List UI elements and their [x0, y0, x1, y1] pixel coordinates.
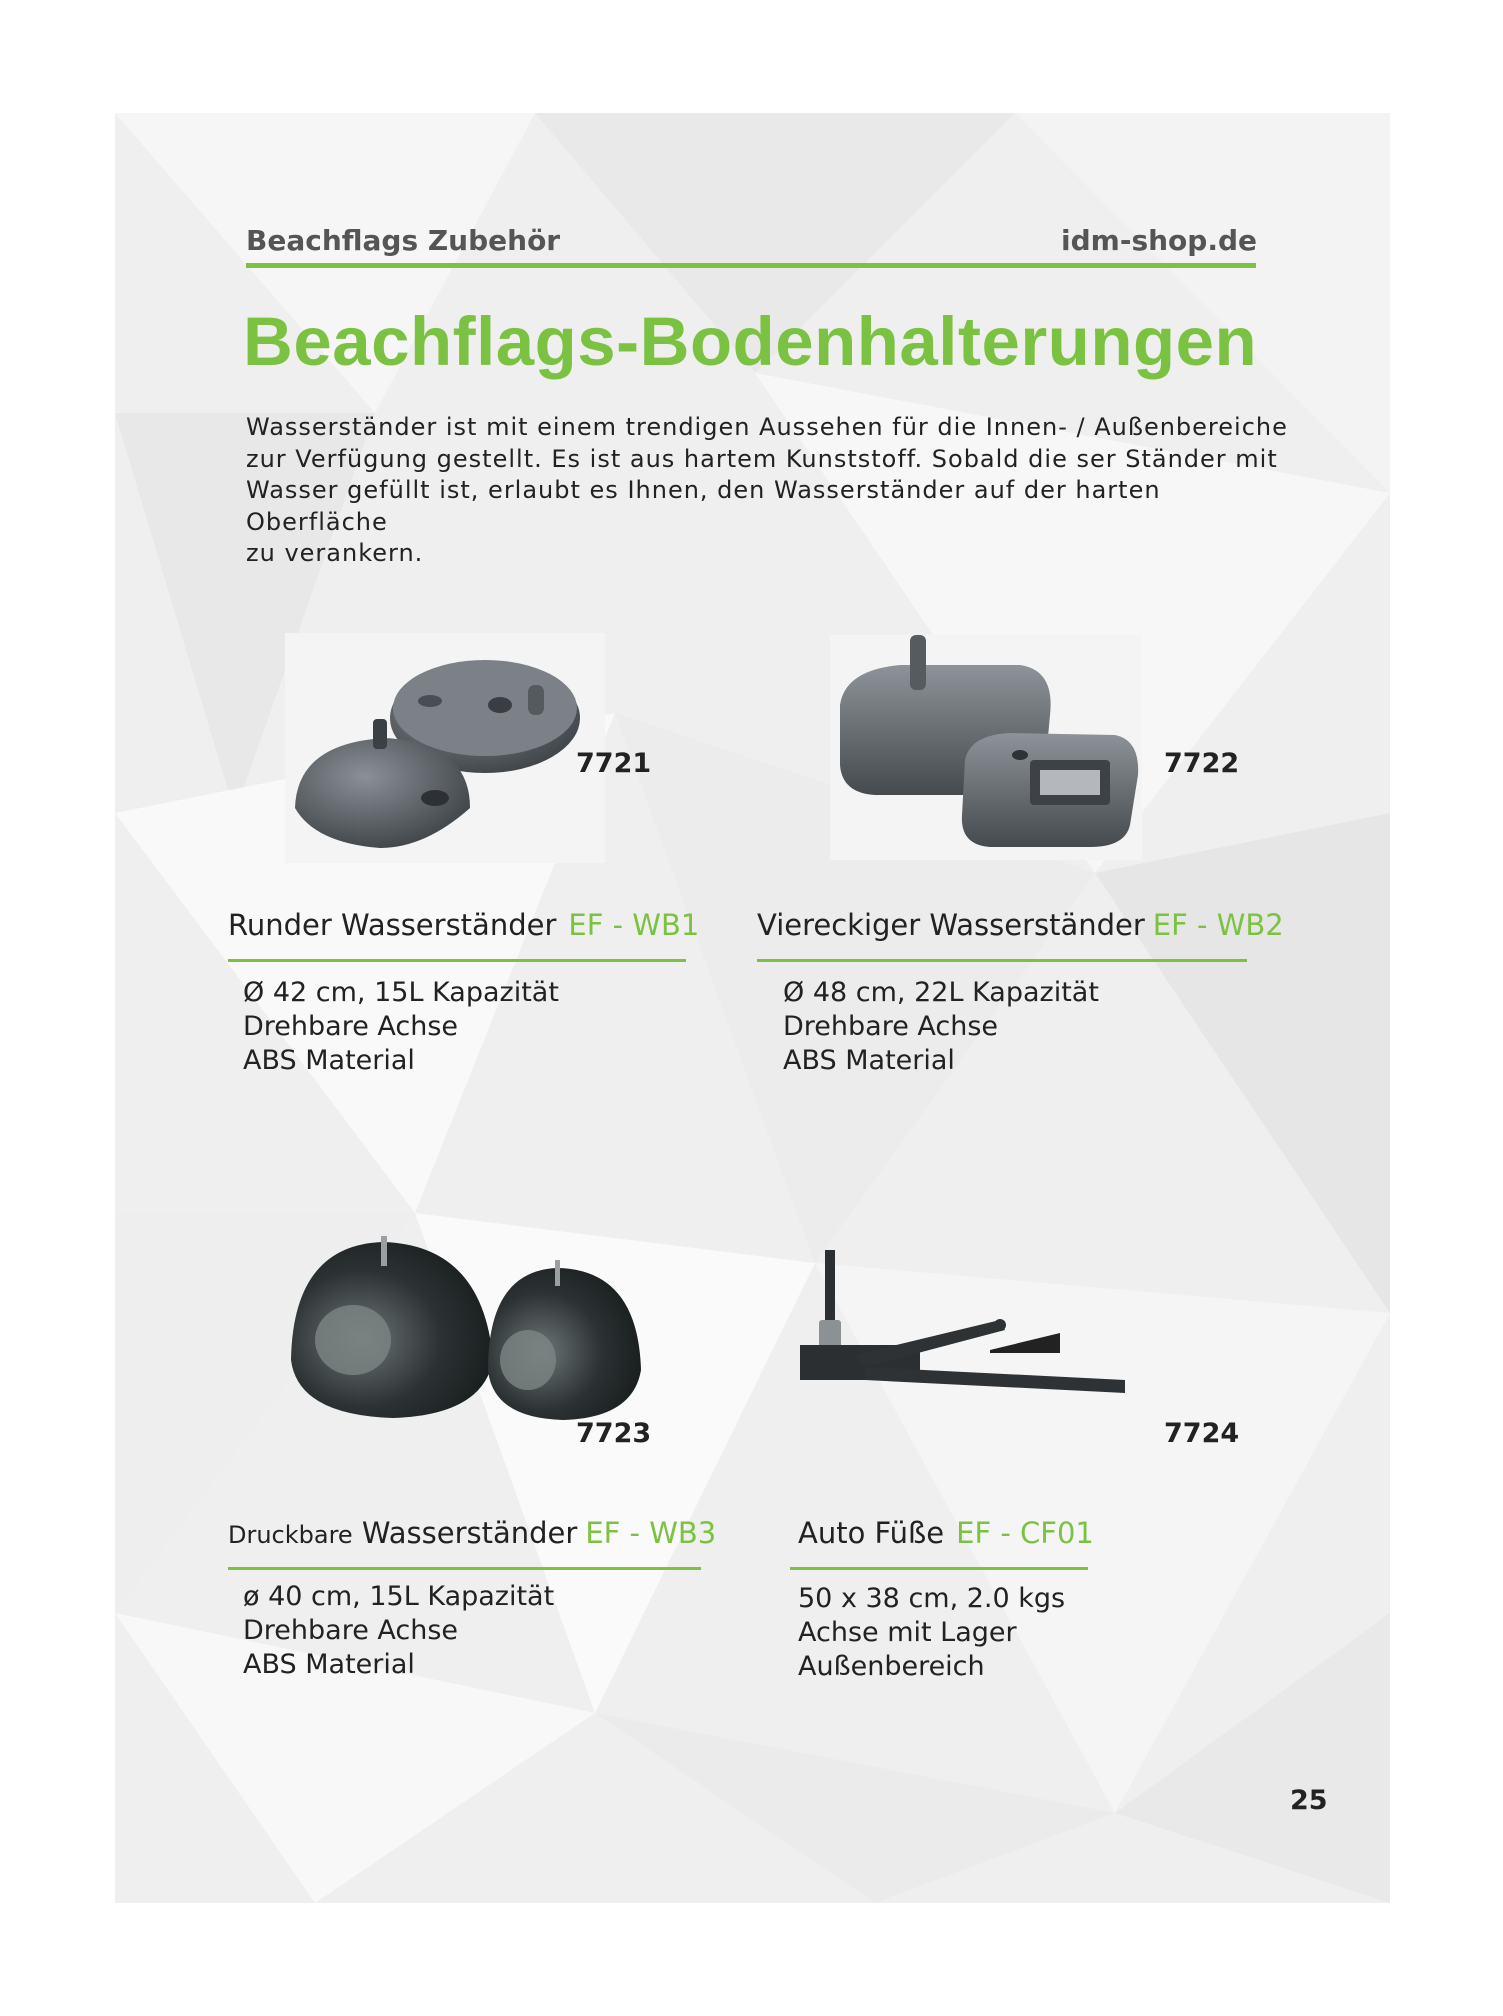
product-sku: EF - CF01 [956, 1516, 1094, 1550]
intro-line: Oberfläche [246, 507, 388, 536]
product-specs [783, 976, 1099, 1078]
product-image-car-foot [795, 1245, 1125, 1405]
product-sku: EF - WB3 [585, 1516, 717, 1550]
intro-line: Wasserständer ist mit einem trendigen Aussehen für die Innen- / Außenbereiche [246, 413, 1288, 441]
product-title: Runder Wasserständer [228, 908, 557, 942]
product-code: 7724 [1164, 1418, 1240, 1449]
product-specs [243, 976, 559, 1078]
spec-line: 50 x 38 cm, 2.0 kgs [798, 1583, 1066, 1614]
product-image-square-water-base [830, 635, 1142, 860]
header-section-label: Beachflags Zubehör [246, 224, 561, 257]
product-sku: EF - WB2 [1152, 908, 1284, 942]
product-code: 7722 [1164, 748, 1240, 779]
spec-line: ø 40 cm, 15L Kapazität [243, 1581, 555, 1612]
header-divider [246, 263, 1256, 268]
product-code: 7721 [576, 748, 652, 779]
product-image-printable-water-base [283, 1230, 653, 1425]
spec-line: Achse mit Lager [798, 1617, 1017, 1648]
spec-line: ABS Material [243, 1045, 415, 1076]
product-specs [243, 1580, 554, 1682]
product-underline [757, 959, 1247, 962]
spec-line: Ø 42 cm, 15L Kapazität [243, 977, 559, 1008]
page-title: Beachflags-Bodenhalterungen [243, 303, 1258, 380]
product-underline [228, 959, 686, 962]
product-name [228, 1516, 716, 1550]
product-specs [798, 1582, 1065, 1684]
intro-line: Wasser gefüllt ist, erlaubt es Ihnen, den Wasserständer auf der harten [246, 476, 1161, 504]
product-underline [228, 1567, 701, 1570]
spec-line: Ø 48 cm, 22L Kapazität [783, 977, 1099, 1008]
product-sku: EF - WB1 [568, 908, 700, 942]
product-code: 7723 [576, 1418, 652, 1449]
product-title-prefix: Druckbare [228, 1521, 353, 1549]
spec-line: Drehbare Achse [243, 1615, 459, 1646]
spec-line: Drehbare Achse [243, 1011, 459, 1042]
spec-line: ABS Material [243, 1649, 415, 1680]
spec-line: Drehbare Achse [783, 1011, 999, 1042]
intro-line: zur Verfügung gestellt. Es ist aus hartem Kunststoff. Sobald die ser Ständer mit [246, 444, 1278, 473]
product-title: Viereckiger Wasserständer [757, 908, 1145, 942]
product-name [757, 908, 1284, 942]
product-title: Auto Füße [798, 1516, 945, 1550]
intro-line: zu verankern. [246, 539, 424, 567]
product-title: Wasserständer [361, 1516, 578, 1550]
intro-text [246, 412, 1306, 570]
header-site-label: idm-shop.de [1061, 224, 1257, 257]
product-image-round-water-base [285, 633, 605, 863]
page-number: 25 [1290, 1785, 1328, 1816]
spec-line: Außenbereich [798, 1651, 985, 1682]
spec-line: ABS Material [783, 1045, 955, 1076]
product-name [798, 1516, 1094, 1550]
product-name [228, 908, 699, 942]
product-underline [790, 1567, 1088, 1570]
